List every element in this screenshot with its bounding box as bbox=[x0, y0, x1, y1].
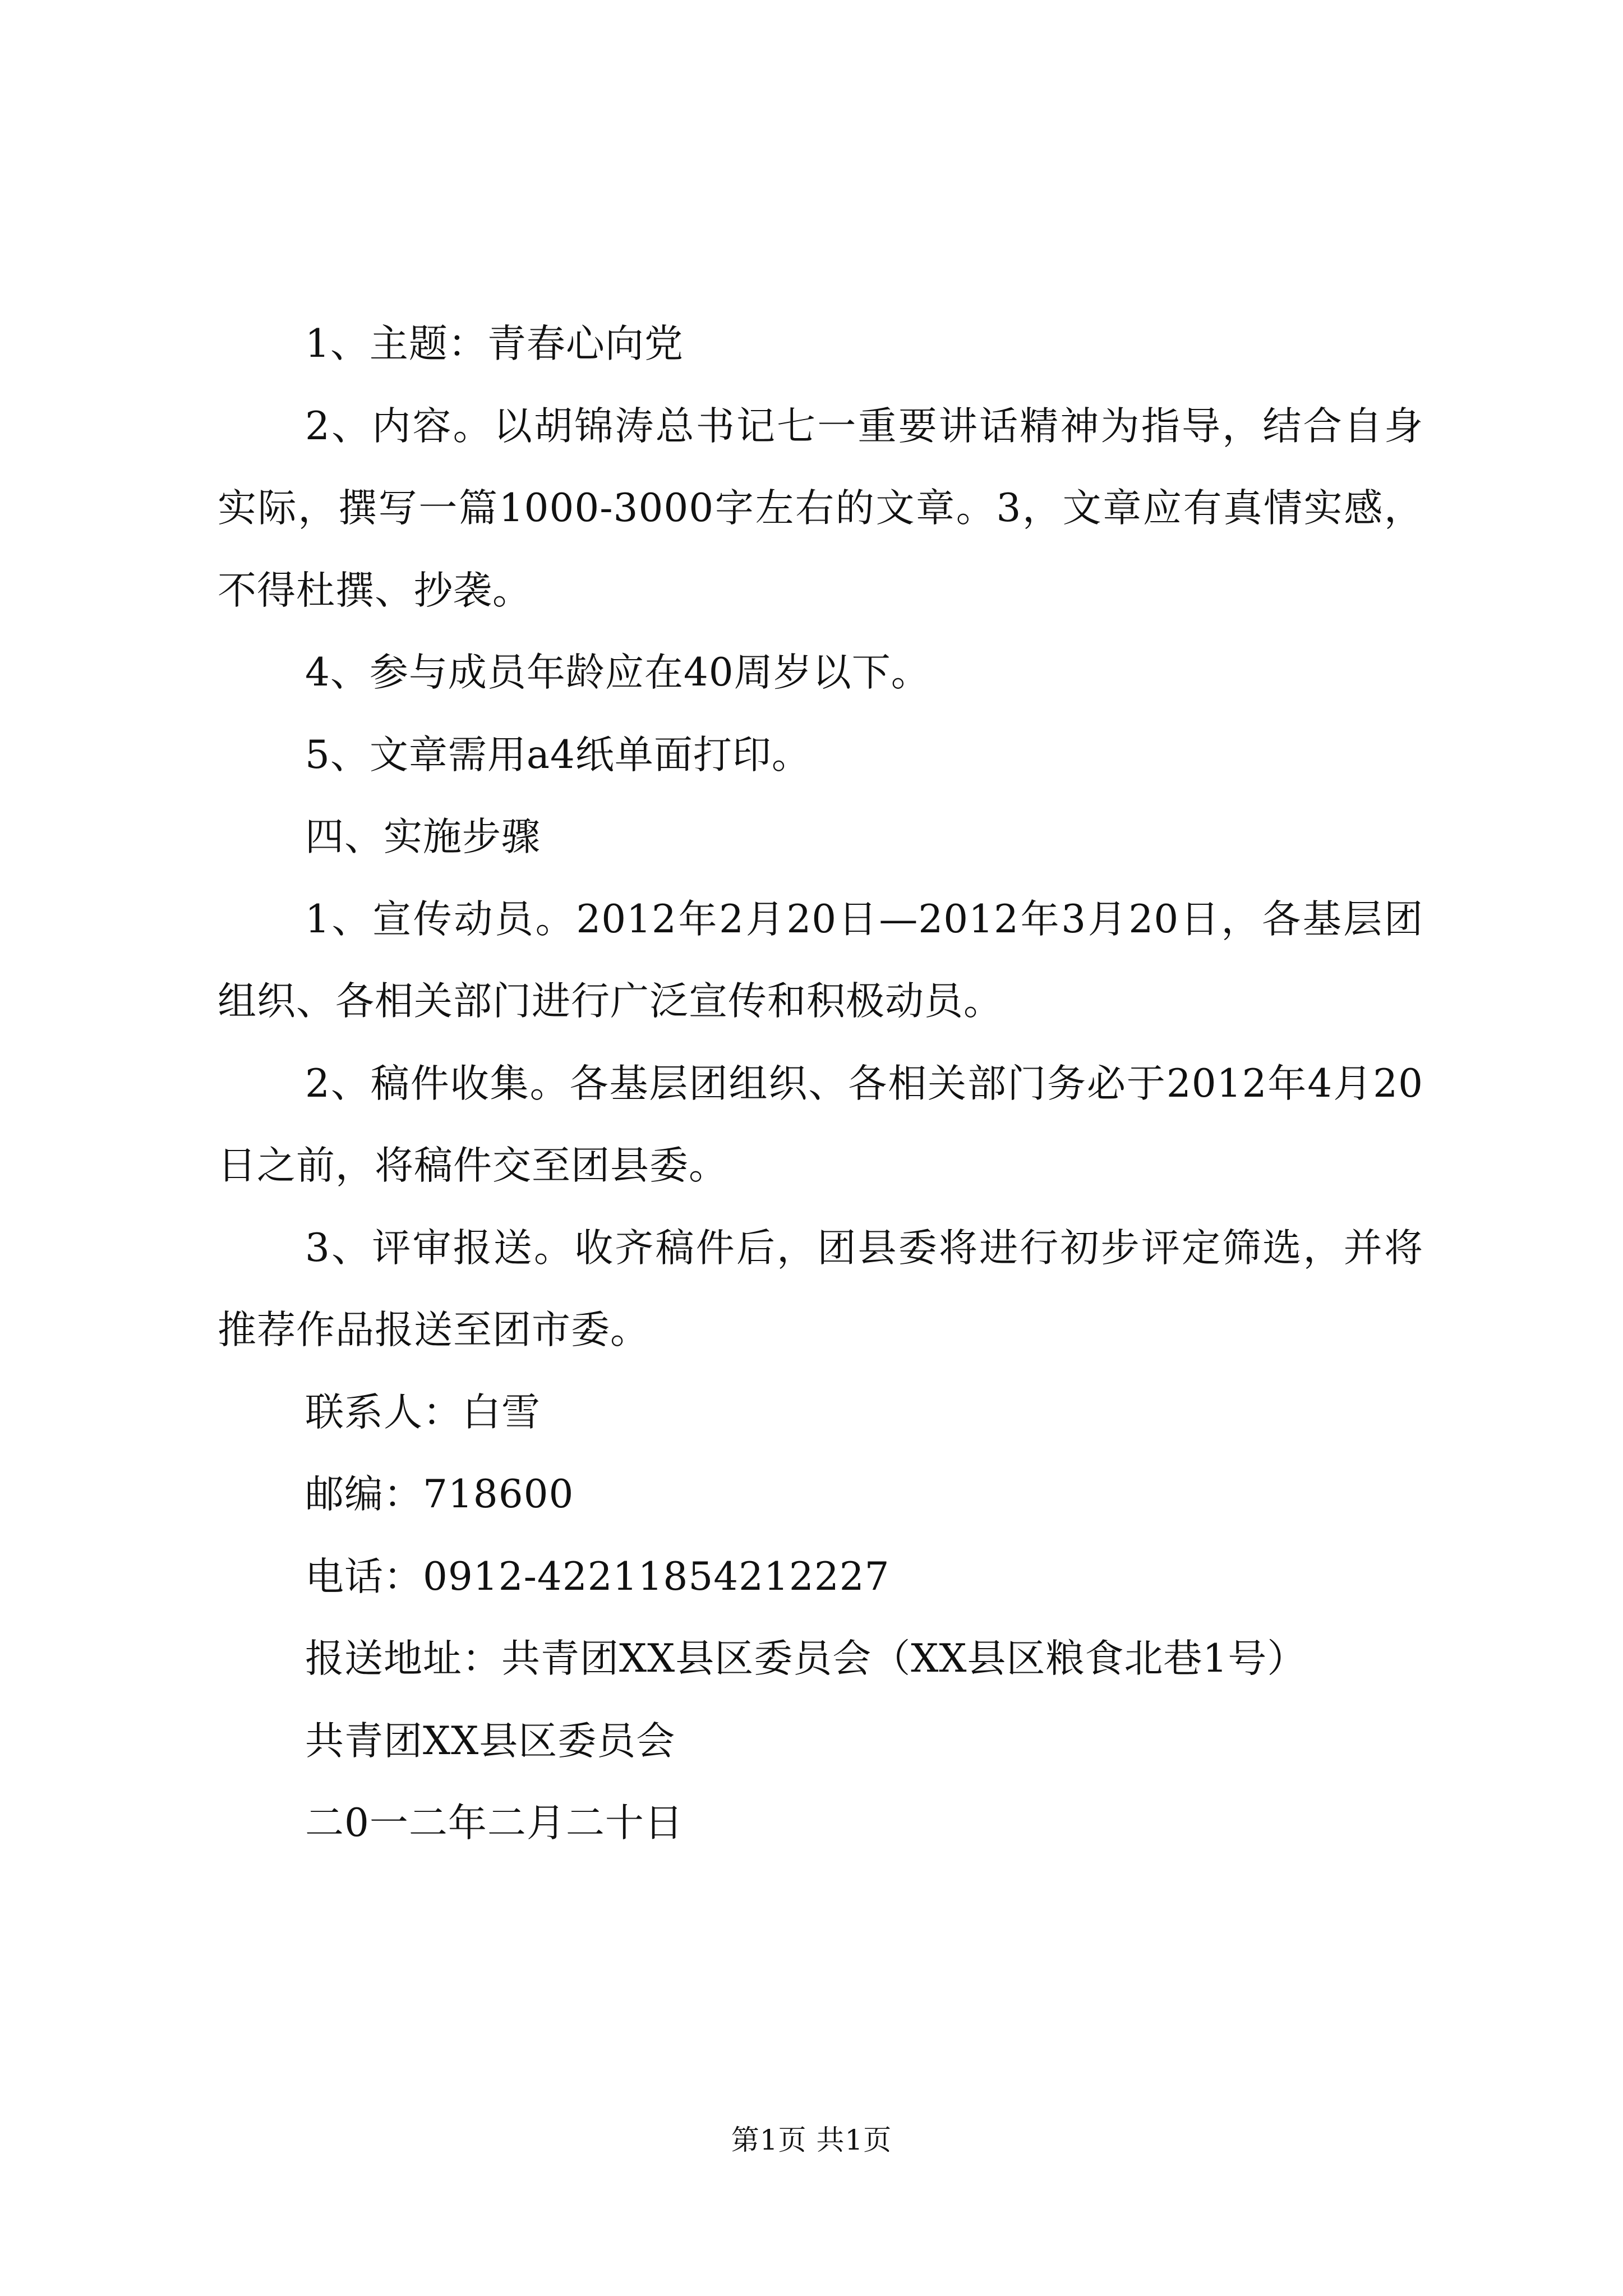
paragraph-age-requirement: 4、参与成员年龄应在40周岁以下。 bbox=[305, 650, 930, 695]
paragraph-theme: 1、主题：青春心向党 bbox=[305, 321, 684, 366]
paragraph-content: 2、内容。以胡锦涛总书记七一重要讲话精神为指导，结合自身实际，撰写一篇1000-3000字左右的文章。3，文章应有真情实感，不得杜撰、抄袭。 bbox=[218, 403, 1423, 613]
document-body bbox=[218, 303, 1423, 1865]
page-footer bbox=[0, 2120, 1623, 2160]
page-number-label: 第1页 共1页 bbox=[731, 2124, 892, 2156]
submission-address: 报送地址：共青团XX县区委员会（XX县区粮食北巷1号） bbox=[305, 1636, 1307, 1681]
contact-person: 联系人：白雪 bbox=[305, 1389, 541, 1435]
paragraph-print-requirement: 5、文章需用a4纸单面打印。 bbox=[305, 732, 811, 777]
paragraph-step-publicity: 1、宣传动员。2012年2月20日—2012年3月20日，各基层团组织、各相关部门进行广泛宣传和积极动员。 bbox=[218, 896, 1423, 1024]
issue-date: 二0一二年二月二十日 bbox=[305, 1801, 684, 1846]
postal-code: 邮编：718600 bbox=[305, 1472, 574, 1517]
section-heading-steps: 四、实施步骤 bbox=[305, 815, 541, 859]
paragraph-step-review: 3、评审报送。收齐稿件后，团县委将进行初步评定筛选，并将推荐作品报送至团市委。 bbox=[218, 1225, 1423, 1352]
paragraph-step-collection: 2、稿件收集。各基层团组织、各相关部门务必于2012年4月20日之前，将稿件交至团县委。 bbox=[218, 1061, 1423, 1188]
phone-number: 电话：0912-42211854212227 bbox=[305, 1554, 890, 1599]
issuing-organization: 共青团XX县区委员会 bbox=[305, 1718, 676, 1764]
